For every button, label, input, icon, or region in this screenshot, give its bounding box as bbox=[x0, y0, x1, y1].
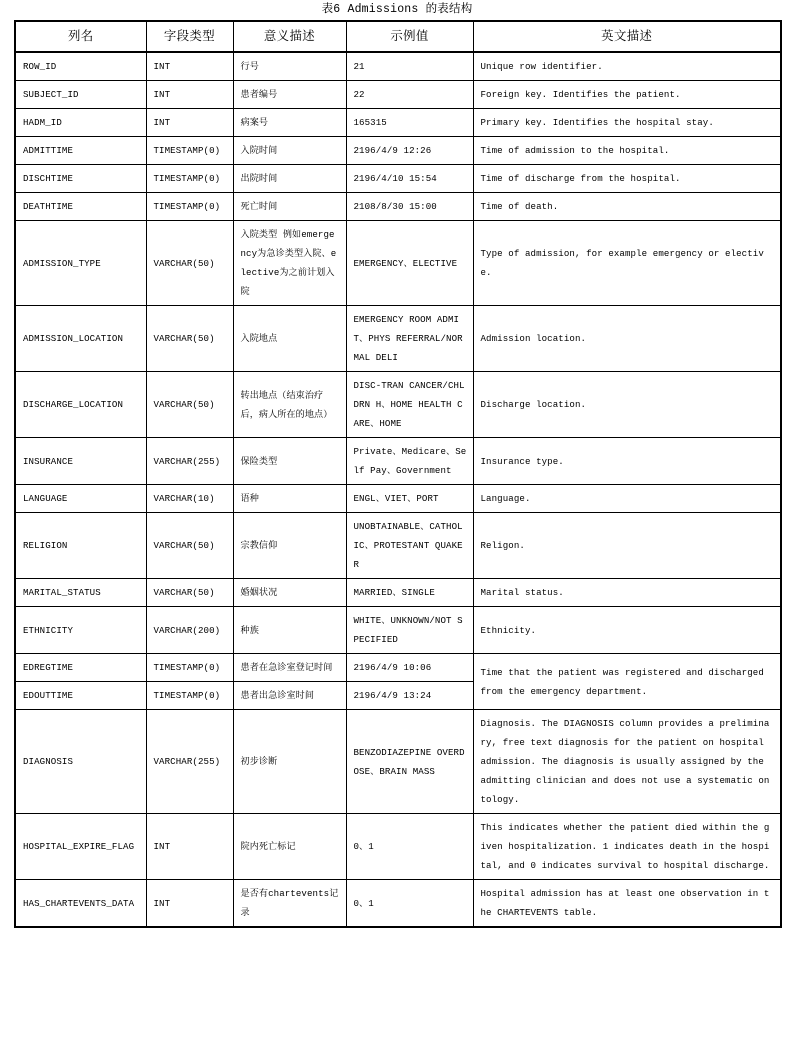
cell-field-type: INT bbox=[146, 814, 233, 880]
cell-column-name: EDREGTIME bbox=[15, 654, 146, 682]
cell-chinese-description: 患者编号 bbox=[233, 81, 346, 109]
cell-chinese-description: 语种 bbox=[233, 485, 346, 513]
cell-english-description: Admission location. bbox=[473, 306, 781, 372]
cell-chinese-description: 转出地点（结束治疗后，病人所在的地点） bbox=[233, 372, 346, 438]
cell-english-description: Time of discharge from the hospital. bbox=[473, 165, 781, 193]
cell-field-type: TIMESTAMP(0) bbox=[146, 682, 233, 710]
cell-chinese-description: 病案号 bbox=[233, 109, 346, 137]
cell-example-value: 0、1 bbox=[346, 880, 473, 928]
cell-example-value: DISC-TRAN CANCER/CHLDRN H、HOME HEALTH CARE、HOME bbox=[346, 372, 473, 438]
table-row bbox=[15, 438, 781, 485]
column-header-name: 列名 bbox=[15, 21, 146, 52]
cell-chinese-description: 是否有chartevents记录 bbox=[233, 880, 346, 928]
cell-field-type: VARCHAR(50) bbox=[146, 372, 233, 438]
cell-field-type: VARCHAR(255) bbox=[146, 710, 233, 814]
cell-column-name: LANGUAGE bbox=[15, 485, 146, 513]
cell-column-name: DISCHTIME bbox=[15, 165, 146, 193]
table-container bbox=[14, 20, 780, 928]
table-row bbox=[15, 372, 781, 438]
cell-column-name: DISCHARGE_LOCATION bbox=[15, 372, 146, 438]
table-row bbox=[15, 579, 781, 607]
cell-chinese-description: 出院时间 bbox=[233, 165, 346, 193]
cell-english-description: Language. bbox=[473, 485, 781, 513]
cell-english-description: This indicates whether the patient died within the given hospitalization. 1 indicates death in the hospital, and 0 indicates survival to hospital discharge. bbox=[473, 814, 781, 880]
cell-field-type: VARCHAR(50) bbox=[146, 221, 233, 306]
table-caption: 表6 Admissions 的表结构 bbox=[321, 3, 473, 16]
cell-example-value: 2196/4/9 12:26 bbox=[346, 137, 473, 165]
cell-field-type: VARCHAR(10) bbox=[146, 485, 233, 513]
cell-column-name: ETHNICITY bbox=[15, 607, 146, 654]
cell-chinese-description: 种族 bbox=[233, 607, 346, 654]
table-row bbox=[15, 710, 781, 814]
cell-field-type: VARCHAR(255) bbox=[146, 438, 233, 485]
cell-chinese-description: 患者在急诊室登记时间 bbox=[233, 654, 346, 682]
cell-example-value: 22 bbox=[346, 81, 473, 109]
table-row bbox=[15, 52, 781, 81]
table-row bbox=[15, 137, 781, 165]
cell-field-type: INT bbox=[146, 109, 233, 137]
table-row bbox=[15, 221, 781, 306]
cell-column-name: HAS_CHARTEVENTS_DATA bbox=[15, 880, 146, 928]
cell-column-name: ADMISSION_TYPE bbox=[15, 221, 146, 306]
cell-english-description: Primary key. Identifies the hospital stay. bbox=[473, 109, 781, 137]
cell-field-type: VARCHAR(50) bbox=[146, 579, 233, 607]
cell-column-name: ROW_ID bbox=[15, 52, 146, 81]
cell-chinese-description: 患者出急诊室时间 bbox=[233, 682, 346, 710]
cell-column-name: EDOUTTIME bbox=[15, 682, 146, 710]
cell-column-name: ADMISSION_LOCATION bbox=[15, 306, 146, 372]
cell-field-type: INT bbox=[146, 52, 233, 81]
cell-english-description: Time of admission to the hospital. bbox=[473, 137, 781, 165]
column-header-cn: 意义描述 bbox=[233, 21, 346, 52]
cell-chinese-description: 死亡时间 bbox=[233, 193, 346, 221]
cell-field-type: TIMESTAMP(0) bbox=[146, 165, 233, 193]
cell-chinese-description: 初步诊断 bbox=[233, 710, 346, 814]
cell-example-value: EMERGENCY ROOM ADMIT、PHYS REFERRAL/NORMAL DELI bbox=[346, 306, 473, 372]
table-body bbox=[15, 52, 781, 927]
cell-chinese-description: 入院类型 例如emergency为急诊类型入院、elective为之前计划入院 bbox=[233, 221, 346, 306]
table-row bbox=[15, 306, 781, 372]
cell-english-description: Type of admission, for example emergency or elective. bbox=[473, 221, 781, 306]
table-header-row bbox=[15, 21, 781, 52]
table-header bbox=[15, 21, 781, 52]
column-header-value: 示例值 bbox=[346, 21, 473, 52]
cell-column-name: INSURANCE bbox=[15, 438, 146, 485]
cell-example-value: 2108/8/30 15:00 bbox=[346, 193, 473, 221]
cell-column-name: DEATHTIME bbox=[15, 193, 146, 221]
cell-column-name: HADM_ID bbox=[15, 109, 146, 137]
cell-example-value: 0、1 bbox=[346, 814, 473, 880]
cell-example-value: 21 bbox=[346, 52, 473, 81]
cell-chinese-description: 保险类型 bbox=[233, 438, 346, 485]
cell-example-value: WHITE、UNKNOWN/NOT SPECIFIED bbox=[346, 607, 473, 654]
column-header-en: 英文描述 bbox=[473, 21, 781, 52]
cell-example-value: 2196/4/9 13:24 bbox=[346, 682, 473, 710]
cell-example-value: Private、Medicare、Self Pay、Government bbox=[346, 438, 473, 485]
cell-chinese-description: 院内死亡标记 bbox=[233, 814, 346, 880]
cell-field-type: INT bbox=[146, 880, 233, 928]
cell-example-value: ENGL、VIET、PORT bbox=[346, 485, 473, 513]
cell-english-description: Unique row identifier. bbox=[473, 52, 781, 81]
cell-field-type: VARCHAR(50) bbox=[146, 513, 233, 579]
table-row bbox=[15, 607, 781, 654]
table-row bbox=[15, 880, 781, 928]
cell-example-value: UNOBTAINABLE、CATHOLIC、PROTESTANT QUAKER bbox=[346, 513, 473, 579]
table-row bbox=[15, 485, 781, 513]
cell-field-type: TIMESTAMP(0) bbox=[146, 137, 233, 165]
cell-example-value: 165315 bbox=[346, 109, 473, 137]
table-row bbox=[15, 193, 781, 221]
cell-column-name: DIAGNOSIS bbox=[15, 710, 146, 814]
table-row bbox=[15, 165, 781, 193]
cell-english-description: Diagnosis. The DIAGNOSIS column provides a preliminary, free text diagnosis for the patient on hospital admission. The diagnosis is usually assigned by the admitting clinician and does not use a systematic ontology. bbox=[473, 710, 781, 814]
cell-field-type: TIMESTAMP(0) bbox=[146, 654, 233, 682]
cell-english-description: Marital status. bbox=[473, 579, 781, 607]
cell-english-description: Time that the patient was registered and discharged from the emergency department. bbox=[473, 654, 781, 710]
column-header-type: 字段类型 bbox=[146, 21, 233, 52]
cell-field-type: INT bbox=[146, 81, 233, 109]
cell-english-description: Discharge location. bbox=[473, 372, 781, 438]
cell-chinese-description: 行号 bbox=[233, 52, 346, 81]
cell-column-name: HOSPITAL_EXPIRE_FLAG bbox=[15, 814, 146, 880]
cell-field-type: TIMESTAMP(0) bbox=[146, 193, 233, 221]
table-row bbox=[15, 513, 781, 579]
table-row bbox=[15, 654, 781, 682]
cell-english-description: Insurance type. bbox=[473, 438, 781, 485]
cell-example-value: EMERGENCY、ELECTIVE bbox=[346, 221, 473, 306]
cell-english-description: Foreign key. Identifies the patient. bbox=[473, 81, 781, 109]
admissions-schema-table bbox=[14, 20, 782, 928]
table-row bbox=[15, 814, 781, 880]
cell-english-description: Religon. bbox=[473, 513, 781, 579]
cell-column-name: RELIGION bbox=[15, 513, 146, 579]
cell-field-type: VARCHAR(50) bbox=[146, 306, 233, 372]
cell-chinese-description: 宗教信仰 bbox=[233, 513, 346, 579]
cell-english-description: Time of death. bbox=[473, 193, 781, 221]
cell-chinese-description: 入院时间 bbox=[233, 137, 346, 165]
cell-english-description: Ethnicity. bbox=[473, 607, 781, 654]
cell-example-value: BENZODIAZEPINE OVERDOSE、BRAIN MASS bbox=[346, 710, 473, 814]
cell-example-value: MARRIED、SINGLE bbox=[346, 579, 473, 607]
cell-field-type: VARCHAR(200) bbox=[146, 607, 233, 654]
table-row bbox=[15, 81, 781, 109]
cell-example-value: 2196/4/9 10:06 bbox=[346, 654, 473, 682]
cell-column-name: SUBJECT_ID bbox=[15, 81, 146, 109]
cell-chinese-description: 婚姻状况 bbox=[233, 579, 346, 607]
cell-chinese-description: 入院地点 bbox=[233, 306, 346, 372]
cell-column-name: MARITAL_STATUS bbox=[15, 579, 146, 607]
cell-column-name: ADMITTIME bbox=[15, 137, 146, 165]
table-row bbox=[15, 109, 781, 137]
cell-english-description: Hospital admission has at least one observation in the CHARTEVENTS table. bbox=[473, 880, 781, 928]
cell-example-value: 2196/4/10 15:54 bbox=[346, 165, 473, 193]
